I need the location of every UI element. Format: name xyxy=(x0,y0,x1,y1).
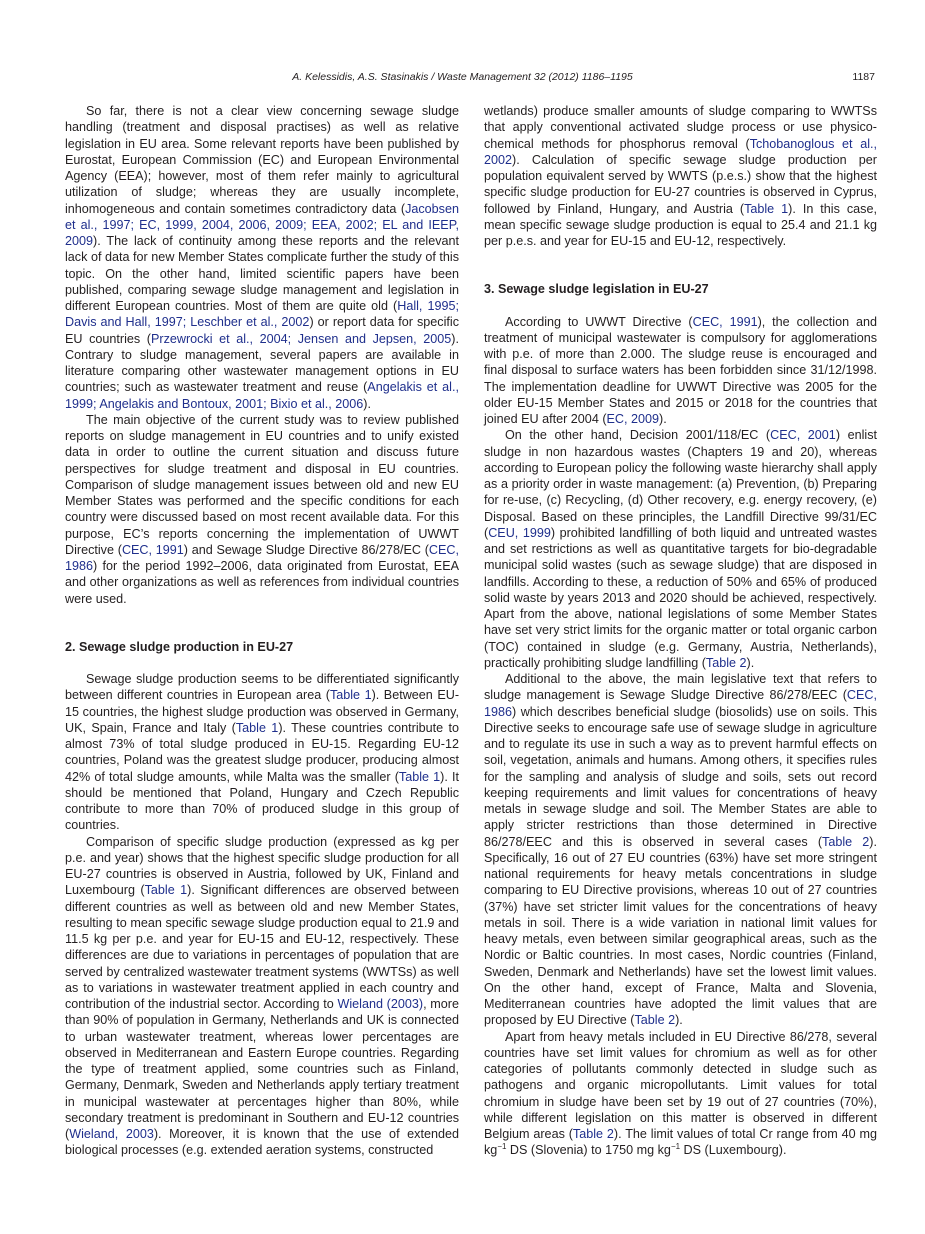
citation-link[interactable]: Wieland (2003) xyxy=(337,997,424,1011)
text-segment: ). It should be mentioned that Poland, Hungary and Czech Republic contribute to more than 70% of produced sludge in this group of countries. xyxy=(65,769,459,833)
text-segment: ). Specifically, 16 out of 27 EU countries (63%) have set more stringent national requirements for heavy metals concentrations in sludge comparing to EU Directive provisions, whereas 10 out of 27 countries (37%) have set stricter limit values for the concentrations of heavy metals in soil. There is a wide variation in national limit values for heavy metals, even between similar geographical areas, such as the Nordic or Baltic countries. In most cases, Nordic countries (Finland, Sweden, Denmark and Netherlands) have set the lowest limit values. On the other hand, except of France, Malta and Slovenia, Mediterranean countries have adopted the limit values that are proposed by EU Directive ( xyxy=(484,834,877,1028)
section-3-paragraph-3 xyxy=(484,671,877,1029)
section-3-paragraph-4 xyxy=(484,1029,877,1159)
citation-link[interactable]: Tchobanoglous et al., 2002 xyxy=(484,136,877,167)
superscript: −1 xyxy=(670,1142,681,1152)
citation-link[interactable]: Table 1 xyxy=(398,769,441,784)
text-segment: Apart from heavy metals included in EU Directive 86/278, several countries have set limit values for chromium as well as for other categories of pollutants commonly detected in sludge such as pathogens and organic micropollutants. Limit values for total chromium in sludge have been set by 19 out of 27 countries (70%), while different legislation on this matter is observed in different Belgium areas ( xyxy=(484,1029,877,1141)
text-segment: ). xyxy=(675,1013,683,1028)
spacer xyxy=(484,298,877,314)
citation-link[interactable]: CEU, 1999 xyxy=(488,525,551,540)
text-segment: ). xyxy=(746,655,755,670)
section-3-heading: 3. Sewage sludge legislation in EU-27 xyxy=(484,282,709,297)
text-segment: ). Calculation of specific sewage sludge production per population equivalent served by WWTS (p.e.s.) show that the highest specific sludge production for EU-27 countries is observed in Cyprus, followed by Finland, Hungary, and Austria ( xyxy=(484,152,877,216)
citation-link[interactable]: CEC, 1986 xyxy=(484,688,877,719)
section-3-paragraph-1 xyxy=(484,314,877,428)
citation-link[interactable]: Jacobsen et al., 1997; EC, 1999, 2004, 2006, 2009; EEA, 2002; EL and IEEP, 2009 xyxy=(65,201,459,248)
citation-link[interactable]: Przewrocki et al., 2004; Jensen and Jepsen, 2005 xyxy=(150,331,452,346)
citation-link[interactable]: Table 1 xyxy=(235,720,279,735)
text-segment: ), the collection and treatment of municipal wastewater is compulsory for agglomerations with p.e. of more than 2.000. The sludge reuse is encouraged and final disposal to surface waters has been forbidden since 31/12/1998. The implementation deadline for UWWT Directive was 2005 for the older EU-15 Member States and 2015 or 2018 for the countries that joined EU after 2004 ( xyxy=(484,314,877,426)
text-segment: ). xyxy=(659,412,667,426)
text-segment: Sewage sludge production seems to be differentiated significantly between different countries in European area ( xyxy=(65,672,459,703)
text-segment: ). The limit values of total Cr range from 40 mg kg xyxy=(484,1127,877,1158)
citation-link[interactable]: CEC, 1991 xyxy=(121,542,184,557)
text-segment: ). The lack of continuity among these reports and the relevant lack of data for new Member States complicate further the study of this topic. On the other hand, limited scientific papers have been published, comparing sewage sludge management and legislation in different European countries. Most of them are quite old ( xyxy=(65,234,459,313)
right-column xyxy=(484,103,877,1159)
citation-link[interactable]: Table 1 xyxy=(144,883,188,898)
intro-paragraph-1 xyxy=(65,103,459,412)
citation-link[interactable]: Wieland, 2003 xyxy=(69,1127,154,1141)
citation-link[interactable]: Table 1 xyxy=(329,688,372,703)
citation-link[interactable]: Table 2 xyxy=(705,655,747,670)
citation-link[interactable]: Table 2 xyxy=(822,834,870,849)
text-segment: The main objective of the current study was to review published reports on sludge management in EU countries and to unify existed data in order to outline the current situation and discuss future perspectives for sludge treatment and disposal in EU countries. Comparison of sludge management issues between old and new EU Member States was performed and the specific conditions for each country were discussed based on most recent available data. For this purpose, EC’s reports concerning the implementation of UWWT Directive ( xyxy=(65,412,459,557)
text-segment: On the other hand, Decision 2001/118/EC ( xyxy=(505,428,771,443)
text-segment: Comparison of specific sludge production (expressed as kg per p.e. and year) shows that the highest specific sludge production for all EU-27 countries is observed in Austria, followed by UK, Finland and Luxembourg ( xyxy=(65,834,459,898)
text-segment: ) prohibited landfilling of both liquid and untreated wastes and set restrictions as well as quantitative targets for bio-degradable municipal solid wastes (such as sewage sludge) that are disposed in landfills. According to these, a reduction of 50% and 65% of produced solid waste by years 2013 and 2020 should be achieved, respectively. Apart from the above, national legislations of some Member States have set very strict limits for the organic matter or total organic carbon (TOC) contained in sludge (e.g. Germany, Austria, Netherlands), practically prohibiting sludge landfilling ( xyxy=(484,525,877,670)
text-segment: ). Significant differences are observed between different countries as well as between old and new Member States, resulting to mean specific sewage sludge production equal to 21.9 and 11.5 kg per p.e. and year for EU-15 and EU-12, respectively. These differences are due to variations in percentages of population that are served by centralized wastewater treatment systems (WWTSs) as well as to variations in wastewater treatment applied in each country and contribution of the industrial sector. According to xyxy=(65,883,460,1011)
superscript: −1 xyxy=(497,1142,507,1152)
text-segment: ). xyxy=(363,396,371,411)
spacer xyxy=(65,607,459,639)
page-number: 1187 xyxy=(852,71,875,83)
section-2-heading: 2. Sewage sludge production in EU-27 xyxy=(65,639,294,654)
section-3-paragraph-2 xyxy=(484,427,877,671)
text-segment: ) enlist sludge in non hazardous wastes (Chapters 19 and 20), whereas according to European policy the following waste hierarchy shall apply as a priority order in waste management: (a) Prevention, (b) Preparing for re-use, (c) Recycling, (d) Other recovery, e.g. energy recovery, (e) Disposal. Based on these principles, the Landfill Directive 99/31/EC ( xyxy=(484,428,878,540)
citation-link[interactable]: Table 1 xyxy=(744,201,789,216)
text-segment: , more than 90% of population in Germany, Netherlands and UK is connected to urban wastewater treatment, whereas lower percentages are observed in Mediterranean and Eastern Europe countries. Regarding the type of treatment applied, some countries such as Finland, Germany, Denmark, Sweden and Netherlands apply tertiary treatment in municipal wastewater at percentages higher than 80%, while secondary treatment is predominant in Southern and EU-12 countries ( xyxy=(65,997,459,1141)
spacer xyxy=(484,249,877,281)
text-segment: ) or report data for specific EU countries ( xyxy=(65,315,459,346)
text-segment: DS (Luxembourg). xyxy=(680,1143,787,1158)
running-title: A. Kelessidis, A.S. Stasinakis / Waste Management 32 (2012) 1186–1195 xyxy=(292,71,633,83)
text-segment: ). Contrary to sludge management, several papers are available in literature comparing other wastewater management options in EU countries; such as wastewater treatment and reuse ( xyxy=(65,331,459,395)
citation-link[interactable]: CEC, 1986 xyxy=(65,542,459,573)
spacer xyxy=(65,655,459,671)
section-2-paragraph-1 xyxy=(65,671,459,834)
text-segment: ). These countries contribute to almost 73% of total sludge produced in EU-15. Regarding EU-12 countries, Poland was the greatest sludge producer, producing almost 42% of total sludge amounts, while Malta was the smaller ( xyxy=(65,720,460,784)
text-segment: According to UWWT Directive ( xyxy=(505,314,693,329)
text-segment: DS (Slovenia) to 1750 mg kg xyxy=(506,1143,671,1158)
text-segment: ) for the period 1992–2006, data originated from Eurostat, EEA and other organizations as well as references from individual countries were used. xyxy=(65,559,459,606)
citation-link[interactable]: CEC, 1991 xyxy=(692,314,758,329)
text-segment: wetlands) produce smaller amounts of sludge comparing to WWTSs that apply conventional activated sludge process or use physico-chemical methods for phosphorus removal ( xyxy=(484,104,877,151)
running-header xyxy=(0,71,925,87)
text-segment: ). Between EU-15 countries, the highest sludge production was observed in Germany, UK, Spain, France and Italy ( xyxy=(65,688,460,735)
citation-link[interactable]: Table 2 xyxy=(572,1127,614,1141)
intro-paragraph-2 xyxy=(65,412,459,607)
citation-link[interactable]: Table 2 xyxy=(634,1013,676,1028)
citation-link[interactable]: Angelakis et al., 1999; Angelakis and Bontoux, 2001; Bixio et al., 2006 xyxy=(65,380,459,411)
continued-paragraph xyxy=(484,103,877,249)
text-segment: ). In this case, mean specific sewage sludge production is equal to 25.4 and 21.1 kg per p.e.s. and year for EU-15 and EU-12, respectively. xyxy=(484,201,877,248)
text-segment: So far, there is not a clear view concerning sewage sludge handling (treatment and disposal practises) as well as relative legislation in EU area. Some relevant reports have been published by Eurostat, European Commission (EC) and European Environmental Agency (EEA); however, most of them refer mainly to agricultural utilization of sludge; whereas they are usually incomplete, inhomogeneous and contain sometimes contradictory data ( xyxy=(65,104,459,216)
citation-link[interactable]: Hall, 1995; Davis and Hall, 1997; Leschber et al., 2002 xyxy=(65,299,459,330)
text-segment: ) which describes beneficial sludge (biosolids) use on soils. This Directive seeks to encourage safe use of sewage sludge in agriculture and to regulate its use in such a way as to prevent harmful effects on soil, vegetation, animals and humans. Among others, it specifies rules for the sampling and analysis of sludge and soils, sets out record keeping requirements and limit values for concentrations of heavy metals in sewage sludge and soil. The Member States are able to apply stricter restrictions than those determined in Directive 86/278/EEC and this is observed in several cases ( xyxy=(484,704,877,849)
citation-link[interactable]: EC, 2009 xyxy=(606,412,660,426)
text-segment: ). Moreover, it is known that the use of extended biological processes (e.g. extended aeration systems, constructed xyxy=(65,1127,459,1158)
text-segment: Additional to the above, the main legislative text that refers to sludge management is Sewage Sludge Directive 86/278/EEC ( xyxy=(484,672,877,703)
text-segment: ) and Sewage Sludge Directive 86/278/EC ( xyxy=(183,542,429,557)
left-column xyxy=(65,103,459,1159)
section-2-paragraph-2 xyxy=(65,834,459,1159)
citation-link[interactable]: CEC, 2001 xyxy=(770,428,836,443)
